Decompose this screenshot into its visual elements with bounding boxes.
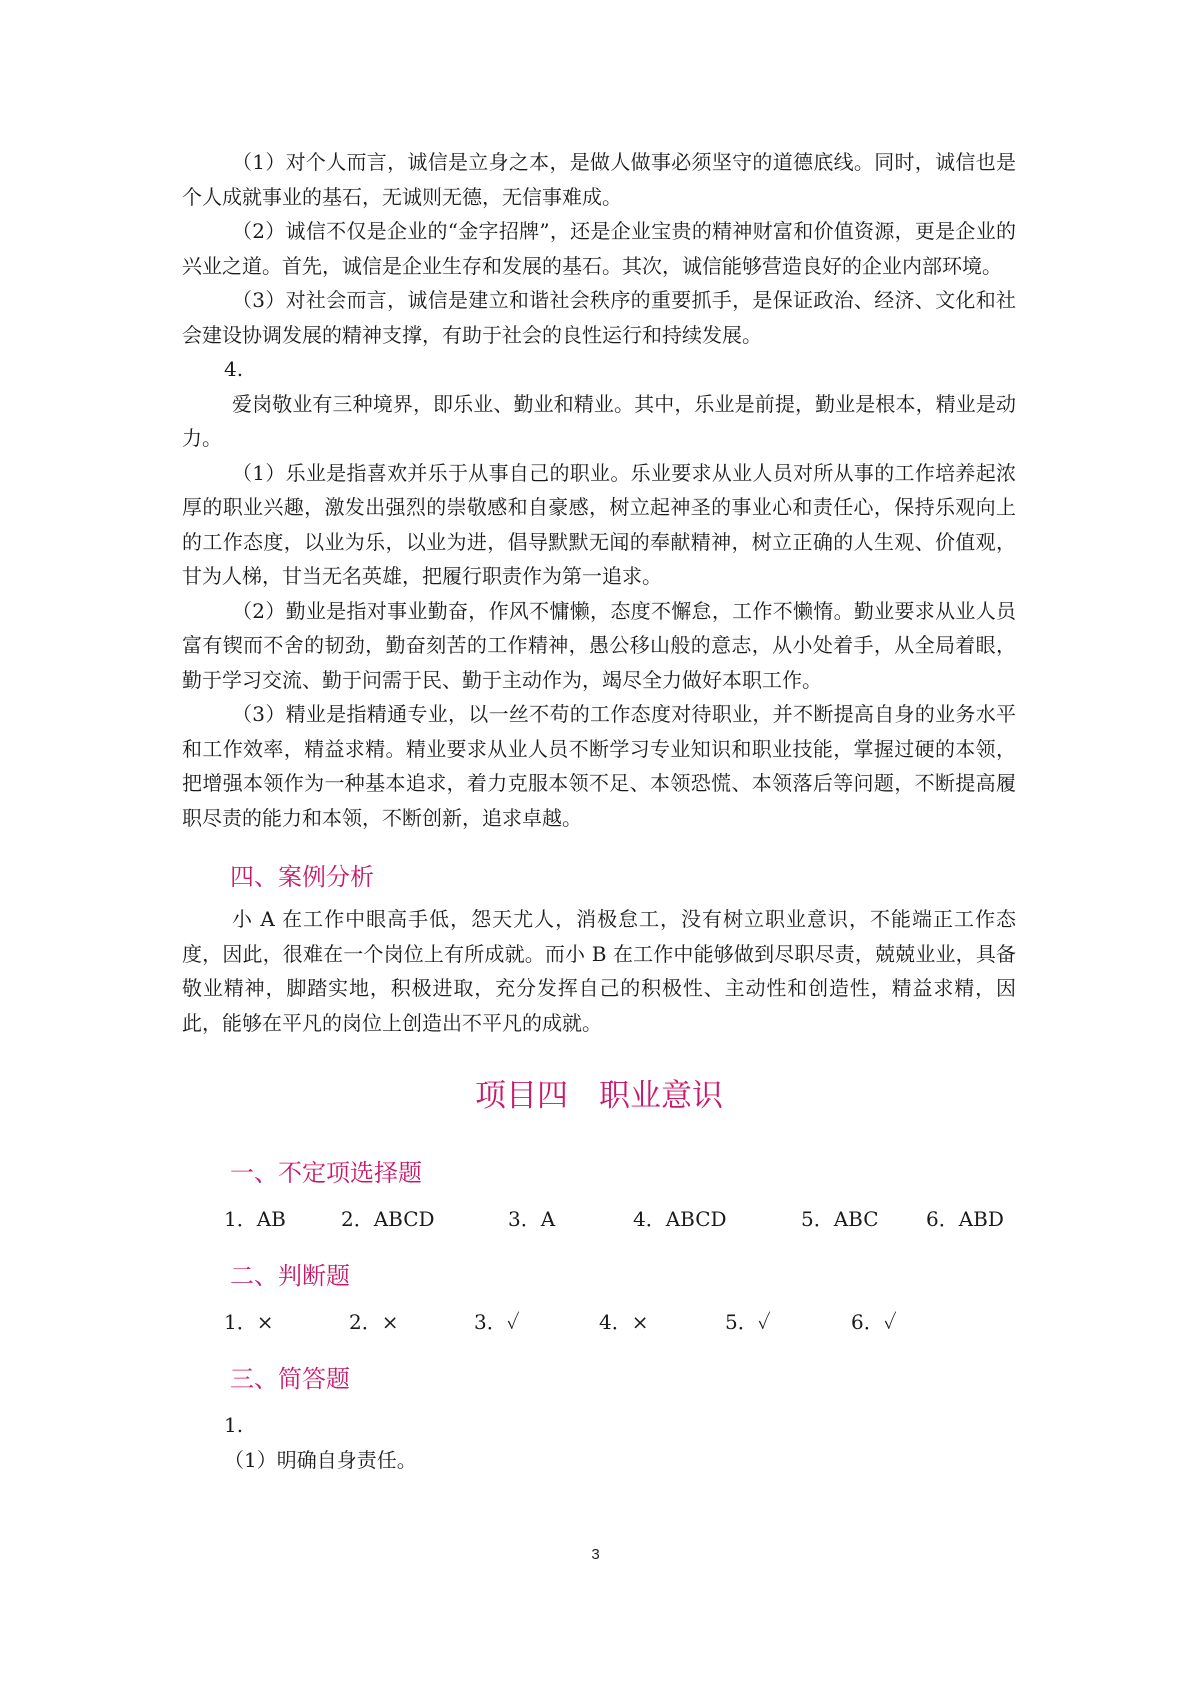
answer-item: 6．✓ <box>851 1310 897 1334</box>
true-false-heading: 二、判断题 <box>230 1262 350 1290</box>
paragraph-leye: （1）乐业是指喜欢并乐于从事自己的职业。乐业要求从业人员对所从事的工作培养起浓厚的职业兴趣，激发出强烈的崇敬感和自豪感，树立起神圣的事业心和责任心，保持乐观向上的工作态度，以业为乐，以业为进，倡导默默无闻的奉献精神，树立正确的人生观、价值观，甘为人梯，甘当无名英雄，把履行职责作为第一追求。 <box>182 460 1016 588</box>
answer-item: 5．ABC <box>801 1207 879 1231</box>
multiple-choice-heading: 一、不定项选择题 <box>230 1159 422 1187</box>
page-content <box>182 145 1016 1477</box>
paragraph-dedication-intro: 爱岗敬业有三种境界，即乐业、勤业和精业。其中，乐业是前提，勤业是根本，精业是动力。 <box>182 391 1016 450</box>
short-answer-q1-point1: （1）明确自身责任。 <box>224 1447 417 1472</box>
paragraph-integrity-enterprise: （2）诚信不仅是企业的“金字招牌”，还是企业宝贵的精神财富和价值资源，更是企业的兴业之道。首先，诚信是企业生存和发展的基石。其次，诚信能够营造良好的企业内部环境。 <box>182 219 1016 278</box>
project-title: 项目四 职业意识 <box>475 1078 723 1114</box>
answer-item: 5．✓ <box>725 1310 771 1334</box>
answer-item: 3．✓ <box>474 1310 520 1334</box>
answer-item: 4．ABCD <box>633 1207 727 1231</box>
paragraph-integrity-individual: （1）对个人而言，诚信是立身之本，是做人做事必须坚守的道德底线。同时，诚信也是个人成就事业的基石，无诚则无德，无信事难成。 <box>182 150 1016 209</box>
paragraph-jingye: （3）精业是指精通专业，以一丝不苟的工作态度对待职业，并不断提高自身的业务水平和工作效率，精益求精。精业要求从业人员不断学习专业知识和职业技能，掌握过硬的本领，把增强本领作为一种基本追求，着力克服本领不足、本领恐慌、本领落后等问题，不断提高履职尽责的能力和本领，不断创新，追求卓越。 <box>182 702 1016 830</box>
page-number: 3 <box>591 1546 600 1563</box>
answer-item: 4．× <box>599 1310 649 1334</box>
short-answer-heading: 三、简答题 <box>230 1365 350 1393</box>
question-4-number: 4. <box>224 357 244 381</box>
short-answer-q1-number: 1. <box>224 1413 244 1437</box>
paragraph-qinye: （2）勤业是指对事业勤奋，作风不慵懒，态度不懈怠，工作不懒惰。勤业要求从业人员富有锲而不舍的韧劲，勤奋刻苦的工作精神，愚公移山般的意志，从小处着手，从全局着眼，勤于学习交流、勤于问需于民、勤于主动作为，竭尽全力做好本职工作。 <box>182 598 1016 692</box>
answer-item: 3．A <box>508 1207 556 1231</box>
answer-item: 1．AB <box>224 1207 286 1231</box>
answer-item: 1．× <box>224 1310 274 1334</box>
answer-item: 6．ABD <box>926 1207 1004 1231</box>
answer-item: 2．× <box>349 1310 399 1334</box>
case-analysis-heading: 四、案例分析 <box>230 863 374 891</box>
multiple-choice-answers <box>182 1202 1016 1236</box>
case-analysis-text: 小 A 在工作中眼高手低，怨天尤人，消极怠工，没有树立职业意识，不能端正工作态度，因此，很难在一个岗位上有所成就。而小 B 在工作中能够做到尽职尽责，兢兢业业，具备敬业精神，脚踏实地，积极进取，充分发挥自己的积极性、主动性和创造性，精益求精，因此，能够在平凡的岗位上创造出不平凡的成就。 <box>182 907 1016 1035</box>
answer-item: 2．ABCD <box>341 1207 435 1231</box>
paragraph-integrity-society: （3）对社会而言，诚信是建立和谐社会秩序的重要抓手，是保证政治、经济、文化和社会建设协调发展的精神支撑，有助于社会的良性运行和持续发展。 <box>182 288 1016 347</box>
true-false-answers <box>182 1305 1016 1339</box>
